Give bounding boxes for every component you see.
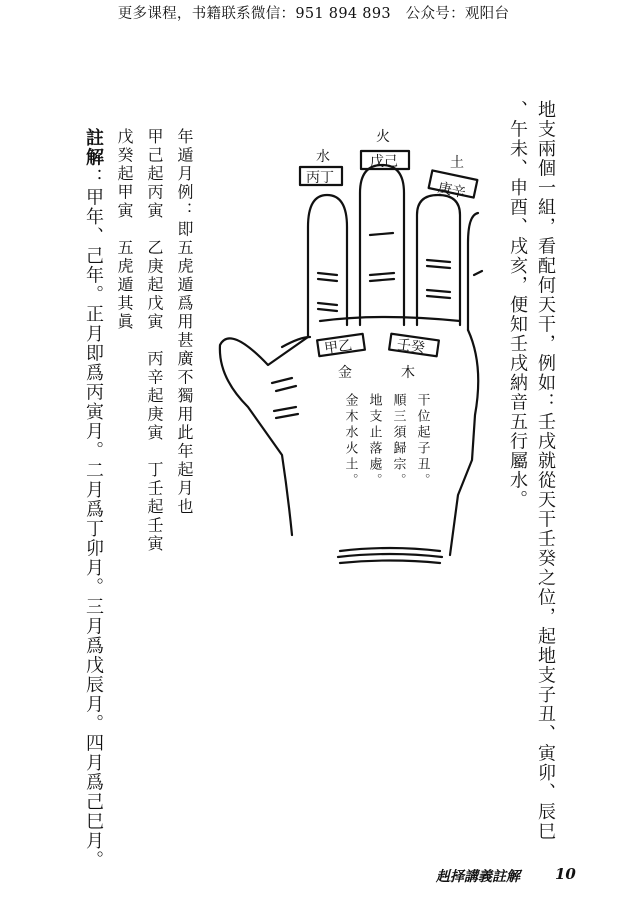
verse-line-2: 順三須歸宗。 — [390, 393, 406, 489]
verse-line-1: 干位起子丑。 — [414, 393, 430, 489]
verse-line-3: 地支止落處。 — [366, 393, 382, 489]
example-heading: 年遁月例：即五虎遁爲用甚廣不獨用此年起月也 — [175, 128, 194, 517]
example-line-1: 甲己起丙寅 乙庚起戊寅 丙辛起庚寅 丁壬起壬寅 — [145, 128, 164, 554]
stem-bing-ding: 丙丁 — [306, 170, 334, 186]
stem-geng-xin: 庚辛 — [436, 180, 467, 202]
element-water: 水 — [316, 149, 330, 165]
book-title: 赳择講義註解 — [436, 869, 520, 885]
element-earth: 土 — [450, 155, 464, 171]
page-number: 10 — [555, 865, 576, 883]
element-metal: 金 — [338, 365, 352, 381]
note-label: 註解 — [83, 128, 104, 167]
palm-diagram — [210, 115, 490, 585]
element-fire: 火 — [376, 129, 390, 145]
main-text-line-1: 地支兩個一組，看配何天干，例如：壬戌就從天干壬癸之位，起地支子丑、寅卯、辰巳 — [535, 100, 556, 841]
element-wood: 木 — [401, 365, 415, 381]
verse-line-4: 金木水火土。 — [342, 393, 358, 489]
page-header: 更多课程，书籍联系微信：951 894 893 公众号：观阳台 — [117, 6, 510, 22]
note-text: ：甲年、己年。正月即爲丙寅月。二月爲丁卯月。三月爲戊辰月。四月爲己巳月。 — [83, 168, 104, 870]
main-text-line-2: 、午未、申酉、戌亥，便知壬戌納音五行屬水。 — [507, 100, 528, 510]
stem-ren-gui: 壬癸 — [395, 336, 426, 357]
example-line-2: 戊癸起甲寅 五虎遁其眞 — [115, 128, 134, 332]
stem-wu-ji: 戊己 — [370, 154, 398, 170]
stem-jia-yi: 甲乙 — [323, 337, 354, 358]
